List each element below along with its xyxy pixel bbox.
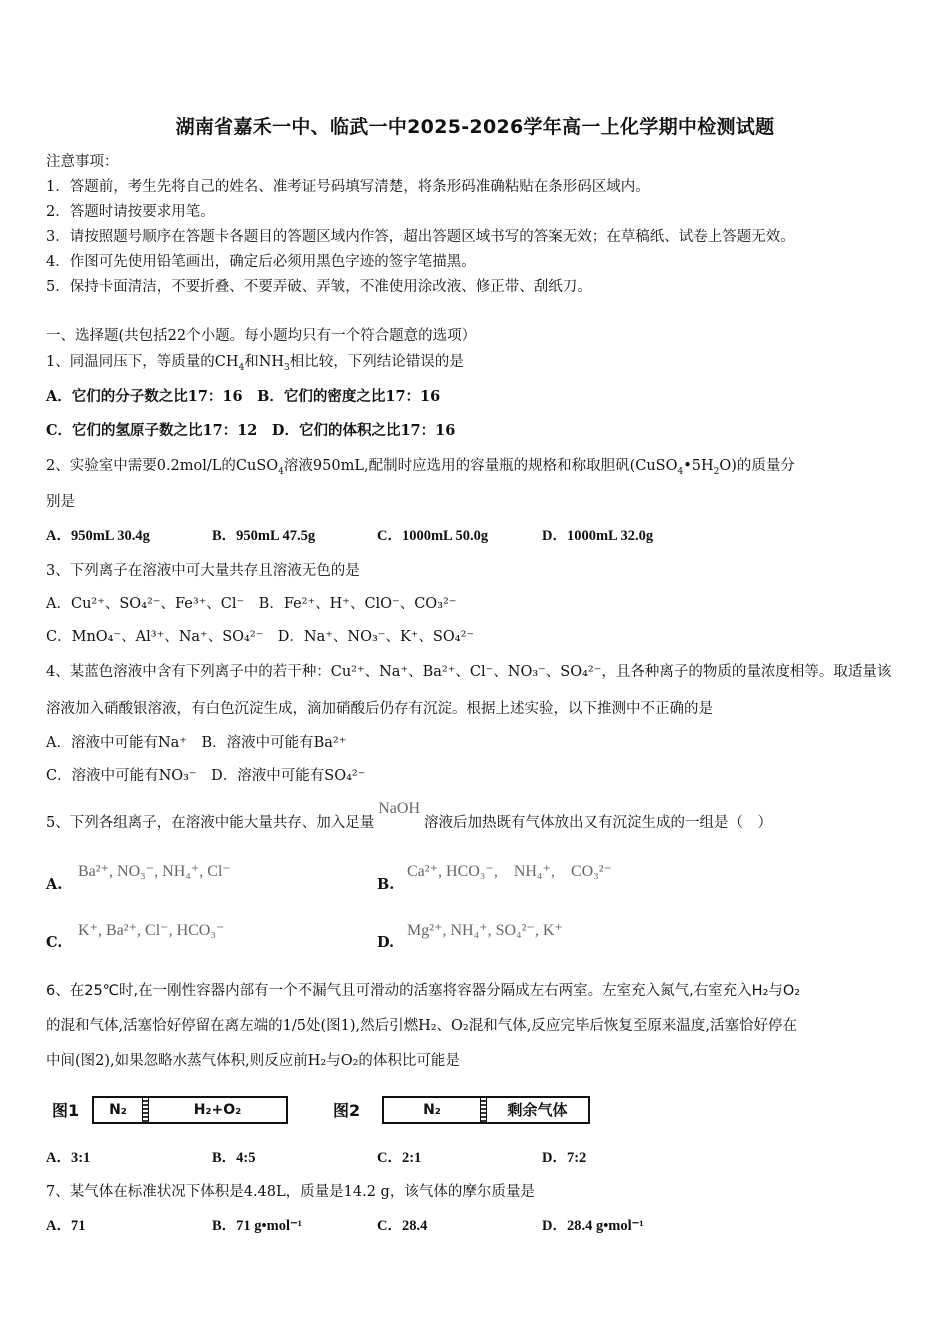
- question-3-options-cd: C．MnO₄⁻、Al³⁺、Na⁺、SO₄²⁻ D．Na⁺、NO₃⁻、K⁺、SO₄²⁻: [46, 629, 475, 645]
- question-2-stem: 2、实验室中需要0.2mol/L的CuSO$_4$溶液950mL,配制时应选用的容量瓶的规格和称取胆矾$(CuSO_4•5H_2O)$的质量分: [46, 458, 795, 477]
- question-7-option-b: B．71 g•mol⁻¹: [212, 1218, 302, 1234]
- question-6-option-c: C．2:1: [377, 1150, 422, 1166]
- notice-item-4: 4．作图可先使用铅笔画出，确定后必须用黑色字迹的签字笔描黑。: [46, 254, 476, 270]
- figure-1-right-gas: H₂+O₂: [193, 1102, 242, 1118]
- page-title: 湖南省嘉禾一中、临武一中2025-2026学年高一上化学期中检测试题: [175, 116, 775, 138]
- figure-2-piston: [480, 1098, 487, 1122]
- question-1-options-ab: A．它们的分子数之比17：16 B．它们的密度之比17：16: [46, 388, 441, 405]
- question-4-stem-1: 4、某蓝色溶液中含有下列离子中的若干种：Cu²⁺、Na⁺、Ba²⁺、Cl⁻、NO₃⁻、SO₄²⁻，且各种离子的物质的量浓度相等。取适量该: [46, 664, 892, 680]
- question-2-option-d: D．1000mL 32.0g: [542, 528, 654, 544]
- question-7-option-d: D．28.4 g•mol⁻¹: [542, 1218, 644, 1234]
- question-5-label-c: C.: [46, 934, 63, 951]
- notice-item-3: 3．请按照题号顺序在答题卡各题目的答题区域内作答，超出答题区域书写的答案无效；在草稿纸、试卷上答题无效。: [46, 229, 795, 245]
- question-6-option-b: B．4:5: [212, 1150, 256, 1166]
- question-5-formula-d: Mg²⁺, NH₄⁺, SO₄²⁻, K⁺: [407, 922, 563, 939]
- notice-item-5: 5．保持卡面清洁，不要折叠、不要弄破、弄皱，不准使用涂改液、修正带、刮纸刀。: [46, 279, 592, 295]
- question-6-stem-3: 中间(图2),如果忽略水蒸气体积,则反应前H₂与O₂的体积比可能是: [46, 1053, 460, 1069]
- question-2-stem-cont: 别是: [46, 494, 75, 510]
- figure-1-piston: [142, 1098, 149, 1122]
- question-2-option-b: B．950mL 47.5g: [212, 528, 316, 544]
- question-4-options-cd: C．溶液中可能有NO₃⁻ D．溶液中可能有SO₄²⁻: [46, 768, 366, 784]
- question-1-stem: 1、同温同压下，等质量的$CH_4$和$NH_3$相比较，下列结论错误的是: [46, 354, 464, 373]
- section-heading: 一、选择题(共包括22个小题。每小题均只有一个符合题意的选项）: [46, 328, 477, 344]
- figure-1-label: 图1: [52, 1101, 80, 1120]
- question-5-label-d: D.: [377, 934, 395, 951]
- notice-item-1: 1．答题前，考生先将自己的姓名、准考证号码填写清楚，将条形码准确粘贴在条形码区域内。: [46, 179, 650, 195]
- question-5-label-b: B.: [377, 876, 395, 893]
- question-5-formula-c: K⁺, Ba²⁺, Cl⁻, HCO₃⁻: [78, 922, 225, 939]
- naoh-formula: NaOH: [378, 800, 420, 817]
- figure-2-container: [382, 1096, 590, 1124]
- question-2-option-a: A．950mL 30.4g: [46, 528, 150, 544]
- question-4-options-ab: A．溶液中可能有Na⁺ B．溶液中可能有Ba²⁺: [46, 735, 347, 751]
- question-5-label-a: A.: [46, 876, 63, 893]
- question-7-option-a: A．71: [46, 1218, 86, 1234]
- question-3-stem: 3、下列离子在溶液中可大量共存且溶液无色的是: [46, 563, 360, 579]
- question-3-options-ab: A．Cu²⁺、SO₄²⁻、Fe³⁺、Cl⁻ B．Fe²⁺、H⁺、ClO⁻、CO₃²⁻: [46, 596, 457, 612]
- figure-2-right-gas: 剩余气体: [507, 1101, 568, 1119]
- question-2-option-c: C．1000mL 50.0g: [377, 528, 489, 544]
- figure-2-label: 图2: [333, 1101, 361, 1120]
- question-4-stem-2: 溶液加入硝酸银溶液，有白色沉淀生成，滴加硝酸后仍存有沉淀。根据上述实验，以下推测中不正确的是: [46, 701, 713, 717]
- figure-1-container: [92, 1096, 288, 1124]
- question-7-option-c: C．28.4: [377, 1218, 428, 1234]
- notice-heading: 注意事项：: [46, 154, 119, 170]
- question-5-formula-a: Ba²⁺, NO₃⁻, NH₄⁺, Cl⁻: [78, 863, 231, 880]
- question-6-option-d: D．7:2: [542, 1150, 587, 1166]
- figure-1-left-gas: N₂: [109, 1102, 127, 1118]
- question-5-formula-b: Ca²⁺, HCO₃⁻, NH₄⁺, CO₃²⁻: [407, 863, 613, 880]
- question-5-stem: 5、下列各组离子，在溶液中能大量共存、加入足量NaOH溶液后加热既有气体放出又有沉淀生成的一组是（ ）: [46, 800, 772, 831]
- question-1-options-cd: C．它们的氢原子数之比17：12 D．它们的体积之比17：16: [46, 422, 456, 439]
- question-7-stem: 7、某气体在标准状况下体积是4.48L，质量是14.2 g，该气体的摩尔质量是: [46, 1184, 535, 1200]
- question-6-stem-1: 6、在25℃时,在一刚性容器内部有一个不漏气且可滑动的活塞将容器分隔成左右两室。左室充入氮气,右室充入H₂与O₂: [46, 983, 801, 999]
- figure-2-left-gas: N₂: [423, 1102, 441, 1118]
- notice-item-2: 2．答题时请按要求用笔。: [46, 204, 215, 220]
- question-6-option-a: A．3:1: [46, 1150, 91, 1166]
- question-6-stem-2: 的混和气体,活塞恰好停留在离左端的1/5处(图1),然后引燃H₂、O₂混和气体,反应完毕后恢复至原来温度,活塞恰好停在: [46, 1018, 797, 1034]
